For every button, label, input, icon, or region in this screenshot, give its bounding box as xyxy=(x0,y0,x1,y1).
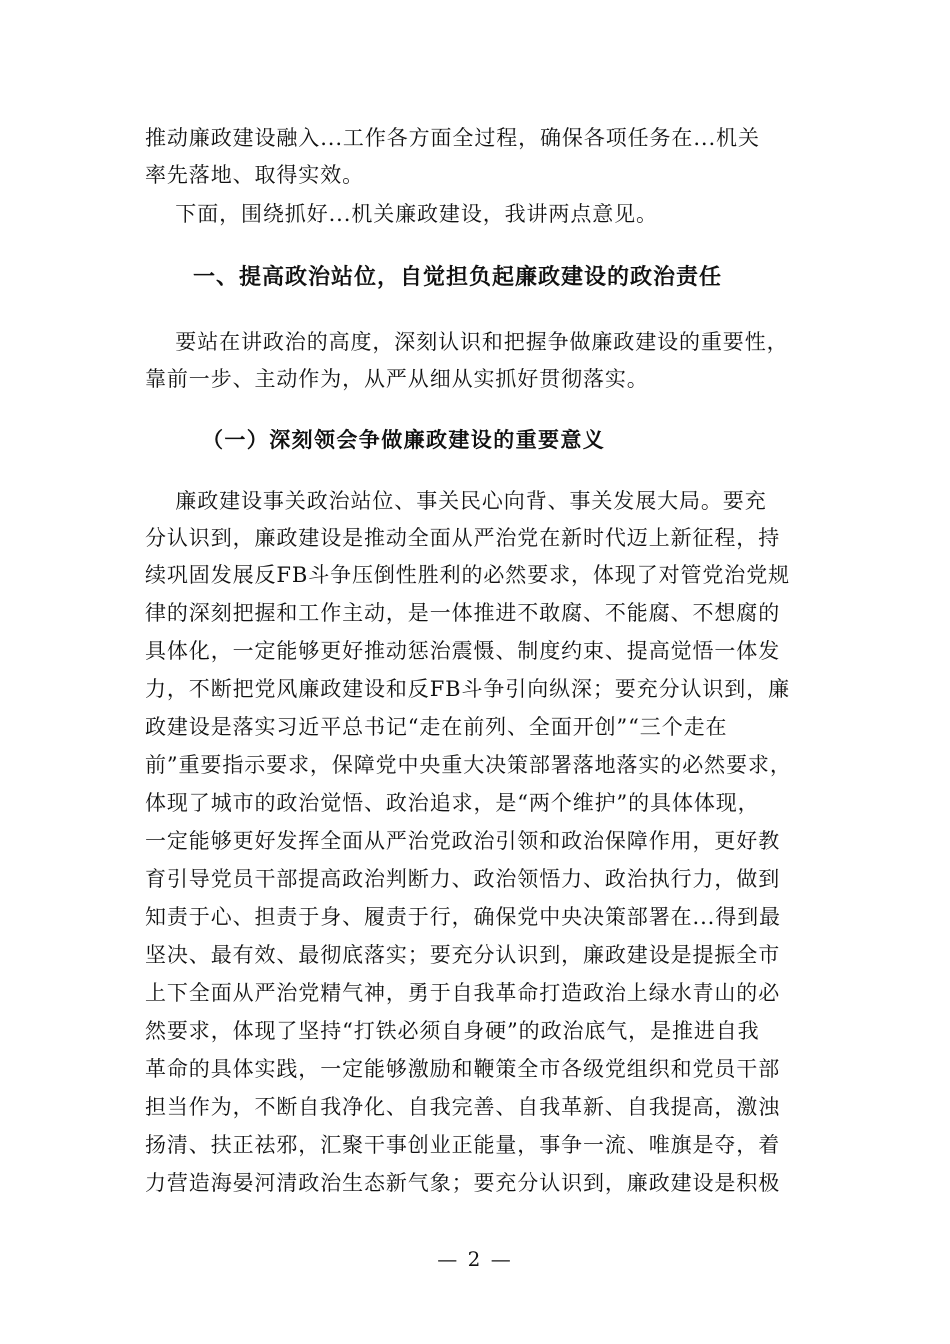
paragraph-line: 体现了城市的政治觉悟、政治追求，是“两个维护”的具体体现， xyxy=(145,791,760,815)
paragraph-line: 续巩固发展反FB斗争压倒性胜利的必然要求，体现了对管党治党规 xyxy=(145,563,791,587)
paragraph-line: 坚决、最有效、最彻底落实；要充分认识到，廉政建设是提振全市 xyxy=(145,943,781,967)
intro-line: 下面，围绕抓好...机关廉政建设，我讲两点意见。 xyxy=(145,202,658,226)
paragraph-line: 要站在讲政治的高度，深刻认识和把握争做廉政建设的重要性， xyxy=(145,330,789,354)
paragraph-line: 一定能够更好发挥全面从严治党政治引领和政治保障作用，更好教 xyxy=(145,829,781,853)
paragraph-line: 靠前一步、主动作为，从严从细从实抓好贯彻落实。 xyxy=(145,367,649,391)
paragraph-line: 廉政建设事关政治站位、事关民心向背、事关发展大局。要充 xyxy=(145,489,767,513)
paragraph-line: 力，不断把党风廉政建设和反FB斗争引向纵深；要充分认识到，廉 xyxy=(145,677,791,701)
paragraph-line: 具体化，一定能够更好推动惩治震慑、制度约束、提高觉悟一体发 xyxy=(145,639,781,663)
subsection-heading: （一）深刻领会争做廉政建设的重要意义 xyxy=(202,427,606,452)
paragraph-line: 前”重要指示要求，保障党中央重大决策部署落地落实的必然要求， xyxy=(145,753,792,777)
section-heading: 一、提高政治站位，自觉担负起廉政建设的政治责任 xyxy=(193,265,723,290)
paragraph-line: 扬清、扶正祛邪，汇聚干事创业正能量，事争一流、唯旗是夺，着 xyxy=(145,1133,781,1157)
paragraph-line: 上下全面从严治党精气神，勇于自我革命打造政治上绿水青山的必 xyxy=(145,981,781,1005)
intro-line: 推动廉政建设融入...工作各方面全过程，确保各项任务在...机关 xyxy=(145,126,760,150)
page-number: — 2 — xyxy=(437,1247,513,1271)
paragraph-line: 然要求，体现了坚持“打铁必须自身硬”的政治底气，是推进自我 xyxy=(145,1019,760,1043)
paragraph-line: 革命的具体实践，一定能够激励和鞭策全市各级党组织和党员干部 xyxy=(145,1057,781,1081)
paragraph-line: 育引导党员干部提高政治判断力、政治领悟力、政治执行力，做到 xyxy=(145,867,781,891)
paragraph-line: 政建设是落实习近平总书记“走在前列、全面开创”“三个走在 xyxy=(145,715,728,739)
paragraph-line: 律的深刻把握和工作主动，是一体推进不敢腐、不能腐、不想腐的 xyxy=(145,601,781,625)
paragraph-line: 担当作为，不断自我净化、自我完善、自我革新、自我提高，激浊 xyxy=(145,1095,781,1119)
paragraph-line: 力营造海晏河清政治生态新气象；要充分认识到，廉政建设是积极 xyxy=(145,1171,781,1195)
paragraph-line: 知责于心、担责于身、履责于行，确保党中央决策部署在...得到最 xyxy=(145,905,781,929)
paragraph-line: 分认识到，廉政建设是推动全面从严治党在新时代迈上新征程，持 xyxy=(145,526,781,550)
intro-line: 率先落地、取得实效。 xyxy=(145,163,364,187)
